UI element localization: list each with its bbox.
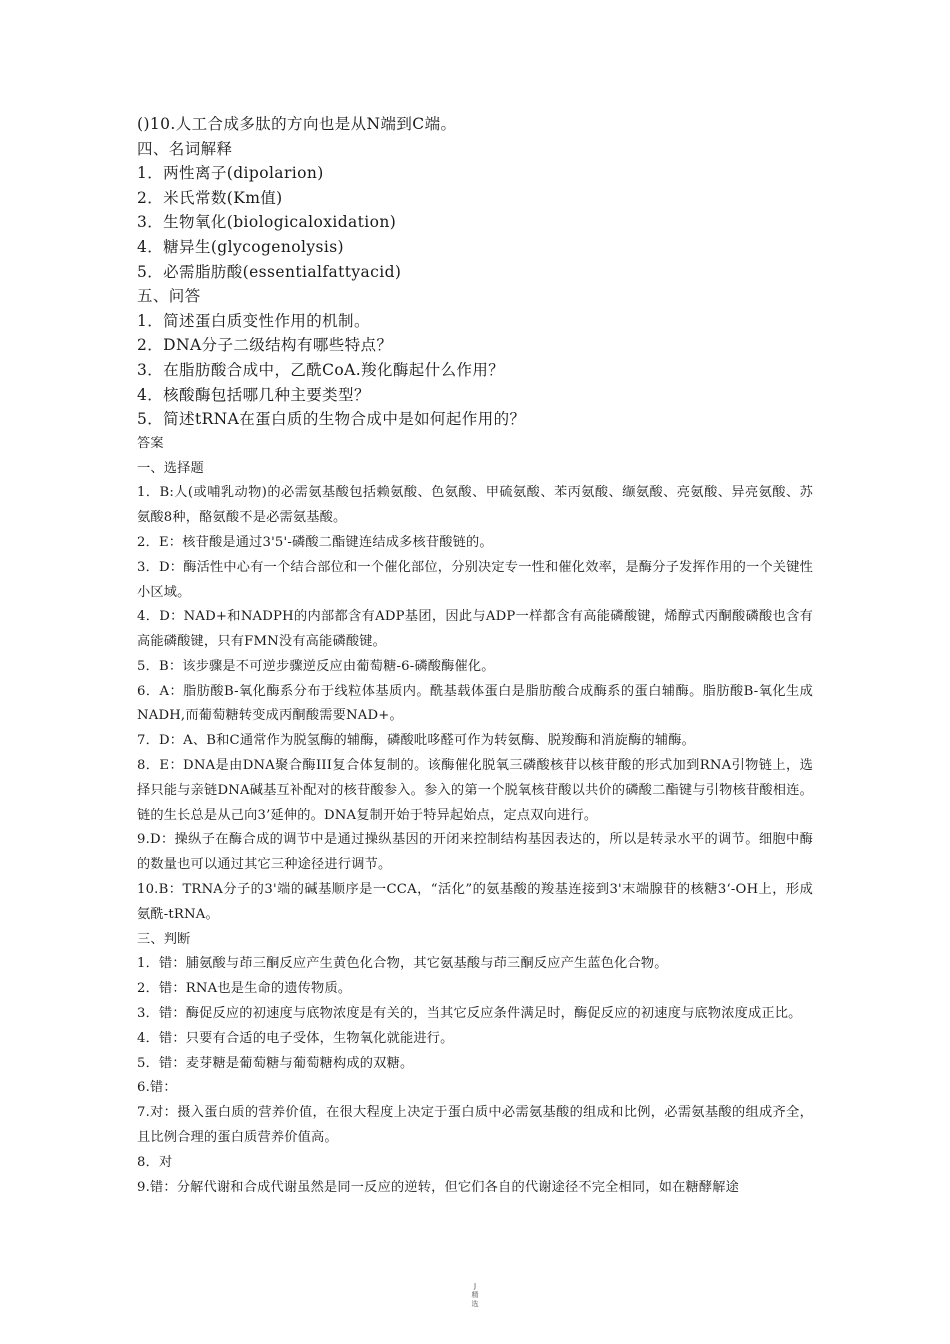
choice-answer-7: 7．D：A、B和C通常作为脱氢酶的辅酶，磷酸吡哆醛可作为转氨酶、脱羧酶和消旋酶的辅酶。 xyxy=(137,733,695,749)
judgement-answer-8: 8．对 xyxy=(137,1154,173,1170)
choice-answer-2: 2．E：核苷酸是通过3'5'-磷酸二酯键连结成多核苷酸链的。 xyxy=(137,534,493,550)
qa-item-3: 3．在脂肪酸合成中，乙酰CoA.羧化酶起什么作用？ xyxy=(137,360,505,379)
choice-answer-4: 4．D：NAD+和NADPH的内部都含有ADP基团，因此与ADP一样都含有高能磷酸键，烯醇式丙酮酸磷酸也含有高能磷酸键，只有FMN没有高能磷酸键。 xyxy=(137,609,813,650)
term-item-2: 2．米氏常数(Km值) xyxy=(137,188,283,207)
choice-answer-6: 6．A：脂肪酸B-氧化酶系分布于线粒体基质内。酰基载体蛋白是脂肪酸合成酶系的蛋白辅酶。脂肪酸B-氧化生成NADH,而葡萄糖转变成丙酮酸需要NAD+。 xyxy=(137,683,813,724)
qa-item-2: 2．DNA分子二级结构有哪些特点？ xyxy=(137,336,393,355)
section-heading-qa: 五、问答 xyxy=(137,287,201,306)
page-content xyxy=(137,112,813,1200)
choice-answer-8: 8．E：DNA是由DNA聚合酶III复合体复制的。该酶催化脱氧三磷酸核苷以核苷酸的形式加到RNA引物链上，选择只能与亲链DNA碱基互补配对的核苷酸参入。参入的第一个脱氧核苷酸以共价的磷酸二酯键与引物核苷酸相连。链的生长总是从己向3’延伸的。DNA复制开始于特异起始点，定点双向进行。 xyxy=(137,758,813,823)
section-heading-term-explanation: 四、名词解释 xyxy=(137,139,233,158)
judgement-answer-5: 5．错：麦芽糖是葡萄糖与葡萄糖构成的双糖。 xyxy=(137,1055,414,1071)
qa-item-5: 5．简述tRNA在蛋白质的生物合成中是如何起作用的？ xyxy=(137,410,526,429)
term-item-1: 1．两性离子(dipolarion) xyxy=(137,164,324,183)
footer-mark: J xyxy=(473,1282,477,1290)
answer-section-judgement-heading: 三、判断 xyxy=(137,931,191,947)
judgement-answer-4: 4．错：只要有合适的电子受体，生物氧化就能进行。 xyxy=(137,1030,454,1046)
choice-answer-1: 1．B:人(或哺乳动物)的必需氨基酸包括赖氨酸、色氨酸、甲硫氨酸、苯丙氨酸、缬氨酸、亮氨酸、异亮氨酸、苏氨酸8种，酪氨酸不是必需氨基酸。 xyxy=(137,485,813,526)
term-item-4: 4．糖异生(glycogenolysis) xyxy=(137,237,344,256)
qa-item-4: 4．核酸酶包括哪几种主要类型？ xyxy=(137,385,370,404)
judgement-answer-1: 1．错：脯氨酸与茚三酮反应产生黄色化合物，其它氨基酸与茚三酮反应产生蓝色化合物。 xyxy=(137,956,668,972)
judgement-answer-7: 7.对：摄入蛋白质的营养价值，在很大程度上决定于蛋白质中必需氨基酸的组成和比例，必需氨基酸的组成齐全，且比例合理的蛋白质营养价值高。 xyxy=(137,1105,813,1146)
term-item-5: 5．必需脂肪酸(essentialfattyacid) xyxy=(137,262,402,281)
page-footer xyxy=(0,1282,950,1309)
answer-section-choice-heading: 一、选择题 xyxy=(137,460,204,476)
qa-item-1: 1．简述蛋白质变性作用的机制。 xyxy=(137,311,370,330)
true-false-question-10: ()10.人工合成多肽的方向也是从N端到C端。 xyxy=(137,115,457,133)
footer-char-1: 精 xyxy=(471,1291,479,1299)
answers-heading: 答案 xyxy=(137,435,164,451)
term-item-3: 3．生物氧化(biologicaloxidation) xyxy=(137,213,397,232)
choice-answer-3: 3．D：酶活性中心有一个结合部位和一个催化部位，分别决定专一性和催化效率，是酶分子发挥作用的一个关键性小区域。 xyxy=(137,559,813,600)
choice-answer-5: 5．B：该步骤是不可逆步骤逆反应由葡萄糖-6-磷酸酶催化。 xyxy=(137,658,495,674)
judgement-answer-2: 2．错：RNA也是生命的遗传物质。 xyxy=(137,981,352,997)
footer-char-2: 选 xyxy=(471,1300,479,1308)
choice-answer-9: 9.D：操纵子在酶合成的调节中是通过操纵基因的开闭来控制结构基因表达的，所以是转录水平的调节。细胞中酶的数量也可以通过其它三种途径进行调节。 xyxy=(137,832,813,873)
judgement-answer-9: 9.错：分解代谢和合成代谢虽然是同一反应的逆转，但它们各自的代谢途径不完全相同，如在糖酵解途 xyxy=(137,1179,740,1195)
choice-answer-10: 10.B：TRNA分子的3'端的碱基顺序是一CCA，“活化”的氨基酸的羧基连接到3'末端腺苷的核糖3‘-OH上，形成氨酰-tRNA。 xyxy=(137,882,813,922)
judgement-answer-3: 3．错：酶促反应的初速度与底物浓度是有关的，当其它反应条件满足时，酶促反应的初速度与底物浓度成正比。 xyxy=(137,1006,802,1022)
judgement-answer-6: 6.错： xyxy=(137,1080,177,1096)
